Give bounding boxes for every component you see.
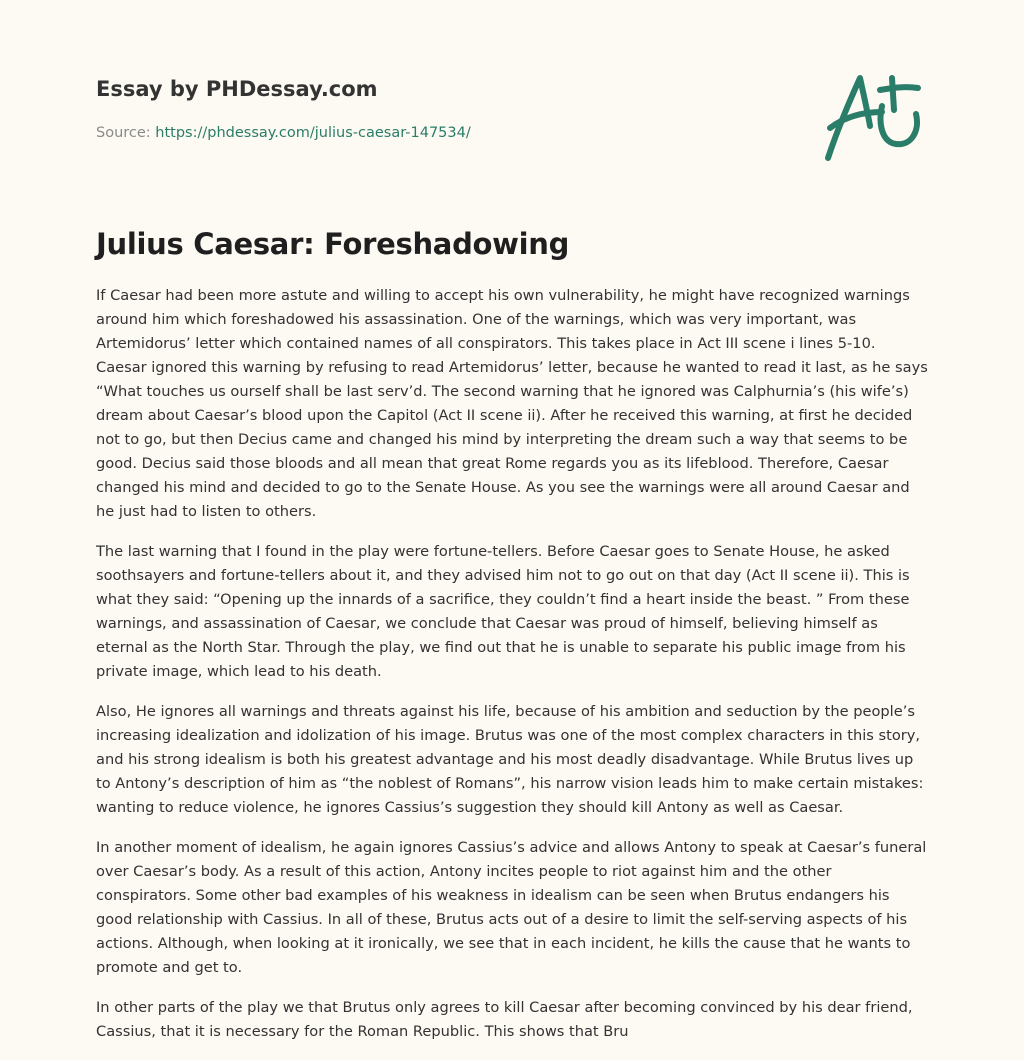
- page-header: [96, 72, 796, 144]
- site-title: Essay by PHDessay.com: [96, 77, 378, 101]
- a-plus-icon: [820, 66, 930, 166]
- essay-paragraph: In other parts of the play we that Brutus only agrees to kill Caesar after becoming convinced by his dear friend, Cassius, that it is necessary for the Roman Republic. This shows that Bru: [96, 999, 913, 1040]
- source-link[interactable]: https://phdessay.com/julius-caesar-147534/: [155, 125, 471, 141]
- essay-paragraph: In another moment of idealism, he again ignores Cassius’s advice and allows Antony to speak at Caesar’s funeral over Caesar’s body. As a result of this action, Antony incites people to riot against him and the other conspirators. Some other bad examples of his weakness in idealism can be seen when Brutus endangers his good relationship with Cassius. In all of these, Brutus acts out of a desire to limit the self-serving aspects of his actions. Although, when looking at it ironically, we see that in each incident, he kills the cause that he wants to promote and get to.: [96, 839, 927, 976]
- essay-paragraph: The last warning that I found in the play were fortune-tellers. Before Caesar goes to Senate House, he asked soothsayers and fortune-tellers about it, and they advised him not to go out on that day (Act II scene ii). This is what they said: “Opening up the innards of a sacrifice, they couldn’t find a heart inside the beast. ” From these warnings, and assassination of Caesar, we conclude that Caesar was proud of himself, believing himself as eternal as the North Star. Through the play, we find out that he is unable to separate his public image from his private image, which lead to his death.: [96, 543, 910, 680]
- essay-paragraph: Also, He ignores all warnings and threats against his life, because of his ambition and seduction by the people’s increasing idealization and idolization of his image. Brutus was one of the most complex characters in this story, and his strong idealism is both his greatest advantage and his most deadly disadvantage. While Brutus lives up to Antony’s description of him as “the noblest of Romans”, his narrow vision leads him to make certain mistakes: wanting to reduce violence, he ignores Cassius’s suggestion they should kill Antony as well as Caesar.: [96, 703, 924, 816]
- essay-body: [96, 284, 930, 1060]
- source-label: Source:: [96, 125, 156, 141]
- essay-title: Julius Caesar: Foreshadowing: [96, 227, 570, 261]
- source-line: [96, 122, 796, 144]
- essay-paragraph: If Caesar had been more astute and willing to accept his own vulnerability, he might have recognized warnings around him which foreshadowed his assassination. One of the warnings, which was very important, was Artemidorus’ letter which contained names of all conspirators. This takes place in Act III scene i lines 5-10. Caesar ignored this warning by refusing to read Artemidorus’ letter, because he wanted to read it last, as he says “What touches us ourself shall be last serv’d. The second warning that he ignored was Calphurnia’s (his wife’s) dream about Caesar’s blood upon the Capitol (Act II scene ii). After he received this warning, at first he decided not to go, but then Decius came and changed his mind by interpreting the dream such a way that seems to be good. Decius said those bloods and all mean that great Rome regards you as its lifeblood. Therefore, Caesar changed his mind and decided to go to the Senate House. As you see the warnings were all around Caesar and he just had to listen to others.: [96, 287, 928, 520]
